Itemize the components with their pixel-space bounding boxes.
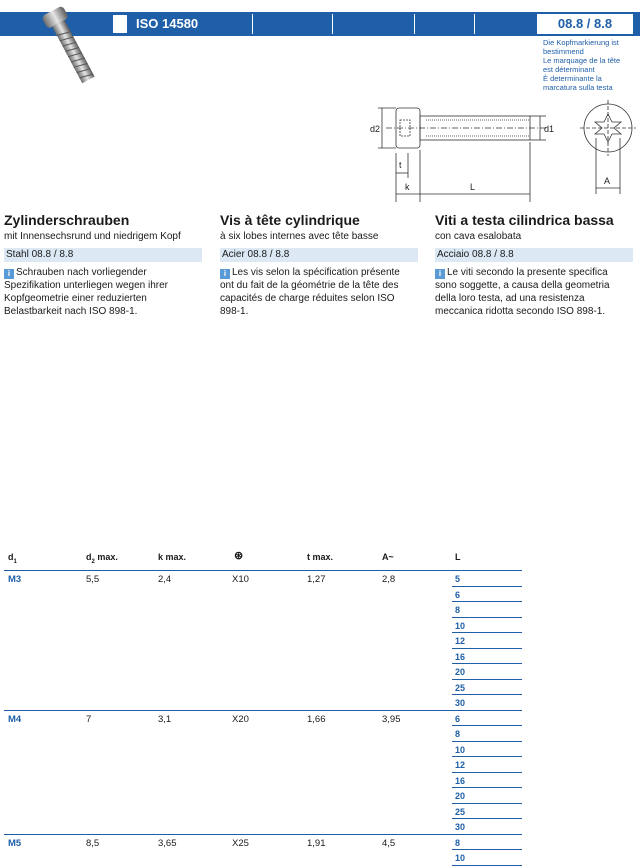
cell-length: 10 [455,853,466,863]
cell-A: 2,8 [382,574,396,585]
cell-length: 30 [455,822,466,832]
length-separator [452,725,522,726]
cell-length: 16 [455,651,466,662]
cell-length: 25 [455,806,466,817]
row-separator [4,570,522,571]
column-french [220,212,420,318]
header-a: A~ [382,552,394,562]
note-line: bestimmend [543,47,584,56]
header-cell [112,14,128,34]
header-cell [252,14,332,34]
cell-length: 10 [455,744,466,755]
material-label: Acier 08.8 / 8.8 [220,248,418,262]
cell-length: 8 [455,837,461,848]
header-cell [474,14,534,34]
label-t: t [399,160,402,170]
cell-d2: 7 [86,713,92,725]
column-title: Vis à tête cylindrique [220,212,360,228]
description-text: Les vis selon la spécification présente ont du fait de la géométrie de la tête des capacités de charge réduites selon ISO 898-1. [220,267,400,317]
label-l: L [470,182,476,192]
cell-length: 6 [455,713,461,724]
row-separator [4,710,522,711]
column-subtitle: mit Innensechsrund und niedrigem Kopf [4,231,181,242]
column-description [220,266,416,318]
length-separator [452,617,522,618]
cell-length: 8 [455,605,461,615]
cell-length: 25 [455,682,466,693]
length-separator [452,632,522,633]
screw-photo-image [36,0,106,90]
header-cell [332,14,414,34]
cell-length: 8 [455,729,461,739]
length-separator [452,586,522,587]
length-separator [452,772,522,773]
column-subtitle: à six lobes internes avec tête basse [220,231,379,242]
cell-length: 20 [455,791,466,801]
cell-d1: M5 [8,837,22,849]
screw-technical-drawing [366,98,640,208]
cell-k: 3,1 [158,713,172,725]
note-line: Die Kopfmarkierung ist [543,38,619,47]
length-separator [452,756,522,757]
label-d1: d1 [544,124,555,134]
length-separator [452,849,522,850]
note-line: est déterminant [543,65,595,74]
description-text: Schrauben nach vorliegender Spezifikation unterliegen wegen ihrer Kopfgeometrie einer reduzierten Belastbarkeit nach ISO 898-1. [4,267,168,317]
cell-t: 1,91 [307,837,326,849]
column-description [4,266,200,318]
cell-k: 3,65 [158,837,177,849]
length-separator [452,803,522,804]
column-german [4,212,204,318]
grade-badge: 08.8 / 8.8 [537,14,633,34]
length-separator [452,818,522,819]
cell-d2: 8,5 [86,837,100,849]
cell-length: 12 [455,760,466,770]
length-separator [452,741,522,742]
cell-length: 12 [455,636,466,646]
info-icon: i [4,269,14,279]
length-separator [452,694,522,695]
cell-t: 1,66 [307,713,326,725]
column-description [435,266,631,318]
cell-k: 2,4 [158,574,172,585]
column-subtitle: con cava esalobata [435,231,522,242]
length-separator [452,787,522,788]
cell-length: 6 [455,589,461,600]
note-line: È determinante la [543,74,602,83]
header-cell [414,14,474,34]
cell-length: 16 [455,775,466,786]
length-separator [452,601,522,602]
drive-icon: ⊛ [234,550,244,562]
note-line: Le marquage de la tête [543,56,621,65]
label-d2: d2 [370,124,381,134]
length-separator [452,679,522,680]
standard-label: ISO 14580 [136,16,199,31]
label-k: k [405,182,410,192]
cell-drive: X25 [232,837,249,849]
cell-t: 1,27 [307,574,326,585]
column-title: Viti a testa cilindrica bassa [435,212,614,228]
cell-d2: 5,5 [86,574,100,585]
cell-length: 30 [455,698,466,708]
header-d1: $d_1$ [8,552,17,565]
cell-A: 4,5 [382,837,396,849]
length-separator [452,648,522,649]
info-icon: i [435,269,445,279]
header-d2: $d_2$ max. [86,552,118,565]
cell-d1: M4 [8,713,22,725]
column-title: Zylinderschrauben [4,212,130,228]
label-a: A [604,176,611,186]
header-l: L [455,552,461,562]
cell-length: 20 [455,667,466,677]
table-header [0,548,640,568]
cell-A: 3,95 [382,713,401,725]
head-marking-note [543,38,639,92]
column-italian [435,212,635,318]
length-separator [452,663,522,664]
header-t: t max. [307,552,334,562]
material-label: Stahl 08.8 / 8.8 [4,248,202,262]
cell-length: 5 [455,574,461,584]
note-line: marcatura sulla testa [543,83,613,92]
cell-d1: M3 [8,574,22,585]
info-icon: i [220,269,230,279]
cell-drive: X20 [232,713,249,725]
description-text: Le viti secondo la presente specifica sono soggette, a causa della geometria della loro testa, ad una resistenza meccanica ridotta secondo ISO 898-1. [435,267,610,317]
cell-length: 10 [455,620,466,631]
length-separator [452,865,522,866]
material-label: Acciaio 08.8 / 8.8 [435,248,633,262]
header-k: k max. [158,552,187,562]
cell-drive: X10 [232,574,249,585]
row-separator [4,834,522,835]
